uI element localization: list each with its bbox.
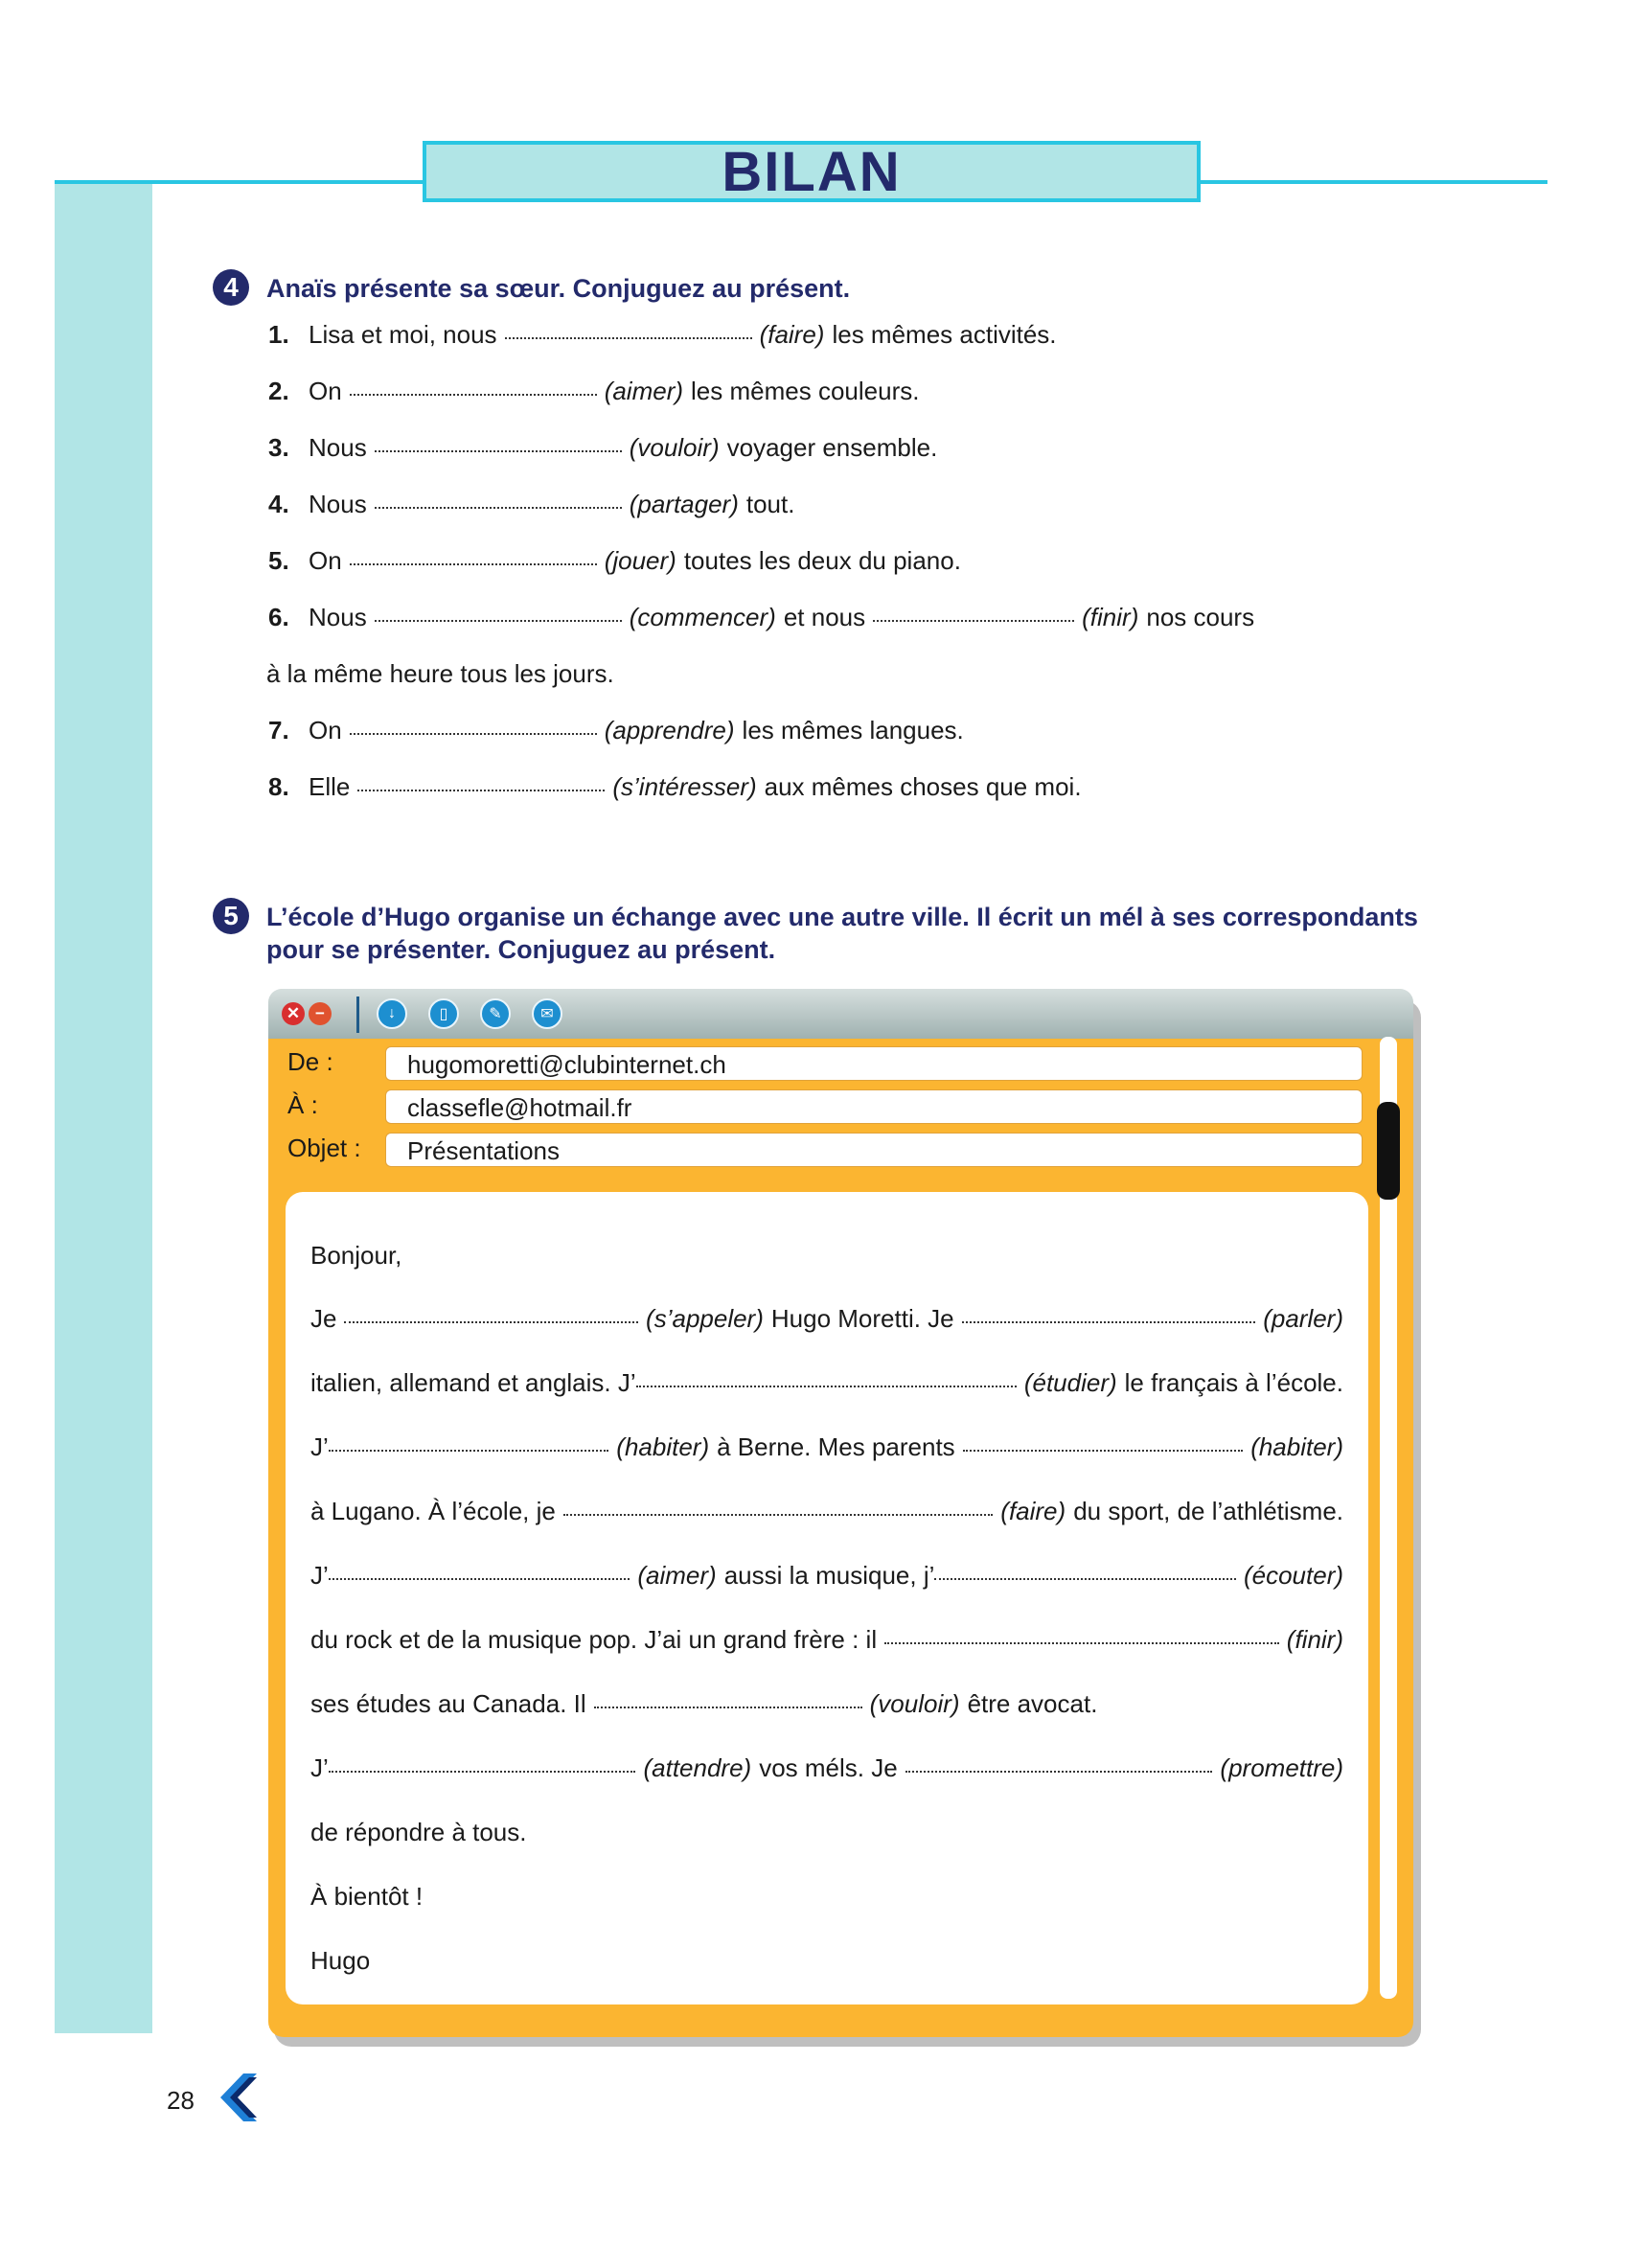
- item-text: et nous: [783, 603, 866, 631]
- exercise-4-header: [213, 272, 850, 306]
- verb-hint: (attendre): [643, 1753, 752, 1782]
- minimize-icon[interactable]: −: [309, 1002, 332, 1025]
- message-line: [310, 1561, 1343, 1591]
- answer-blank[interactable]: [375, 506, 622, 509]
- exercise-instruction: [266, 901, 1418, 966]
- answer-blank[interactable]: [357, 789, 605, 791]
- verb-hint: (faire): [759, 320, 825, 349]
- answer-blank[interactable]: [350, 393, 597, 396]
- answer-blank[interactable]: [344, 1320, 638, 1323]
- item-text: Lisa et moi, nous: [309, 320, 497, 349]
- exercise-item: [268, 603, 1254, 632]
- verb-hint: (finir): [1286, 1625, 1343, 1654]
- verb-hint: (aimer): [604, 377, 684, 405]
- attach-icon[interactable]: ✎: [480, 998, 511, 1029]
- verb-hint: (habiter): [1250, 1432, 1344, 1461]
- answer-blank[interactable]: [594, 1706, 862, 1708]
- item-text: On: [309, 377, 342, 405]
- message-text: J’: [310, 1432, 329, 1461]
- signature: Hugo: [310, 1946, 371, 1975]
- exercise-instruction: Anaïs présente sa sœur. Conjuguez au présent.: [266, 274, 851, 303]
- answer-blank[interactable]: [563, 1513, 993, 1516]
- item-text: les mêmes couleurs.: [691, 377, 920, 405]
- message-line: de répondre à tous.: [310, 1818, 527, 1846]
- verb-hint: (apprendre): [604, 716, 735, 745]
- item-text: les mêmes langues.: [742, 716, 964, 745]
- instruction-line: pour se présenter. Conjuguez au présent.: [266, 935, 776, 964]
- item-number: 3.: [268, 433, 289, 462]
- item-number: 1.: [268, 320, 289, 349]
- to-field[interactable]: classefle@hotmail.fr: [385, 1089, 1363, 1124]
- toolbar: [268, 989, 1413, 1039]
- exercise-item: [268, 433, 937, 463]
- message-text: vos méls. Je: [759, 1753, 898, 1782]
- message-text: J’: [310, 1561, 329, 1590]
- verb-hint: (vouloir): [869, 1689, 960, 1718]
- message-text: Hugo Moretti. Je: [770, 1304, 954, 1333]
- exercise-item: [268, 377, 919, 406]
- message-text: ses études au Canada. Il: [310, 1689, 586, 1718]
- answer-blank[interactable]: [873, 619, 1074, 622]
- item-number: 2.: [268, 377, 289, 405]
- item-text: tout.: [745, 490, 795, 518]
- exercise-item: [268, 546, 961, 576]
- verb-hint: (parler): [1263, 1304, 1343, 1333]
- scrollbar-thumb[interactable]: [1377, 1102, 1400, 1200]
- message-text: être avocat.: [967, 1689, 1098, 1718]
- verb-hint: (finir): [1082, 603, 1139, 631]
- message-text: italien, allemand et anglais. J’: [310, 1368, 636, 1397]
- message-line: [310, 1368, 1343, 1398]
- item-text: On: [309, 546, 342, 575]
- verb-hint: (écouter): [1243, 1561, 1344, 1590]
- item-number: 8.: [268, 772, 289, 801]
- answer-blank[interactable]: [934, 1577, 1236, 1580]
- message-text: à Lugano. À l’école, je: [310, 1497, 556, 1525]
- message-text: aussi la musique, j’: [723, 1561, 935, 1590]
- message-body[interactable]: [286, 1192, 1368, 2005]
- item-number: 6.: [268, 603, 289, 631]
- verb-hint: (jouer): [604, 546, 676, 575]
- page-number: 28: [167, 2086, 195, 2115]
- answer-blank[interactable]: [905, 1770, 1213, 1773]
- item-text: Nous: [309, 603, 367, 631]
- verb-hint: (aimer): [637, 1561, 717, 1590]
- answer-blank[interactable]: [329, 1770, 636, 1773]
- item-text: Nous: [309, 433, 367, 462]
- item-text: Elle: [309, 772, 351, 801]
- chevron-left-icon: [215, 2072, 266, 2123]
- exercise-item: [268, 490, 794, 519]
- verb-hint: (promettre): [1220, 1753, 1343, 1782]
- verb-hint: (vouloir): [629, 433, 720, 462]
- email-window: [268, 989, 1413, 2037]
- message-text: du sport, de l’athlétisme.: [1073, 1497, 1343, 1525]
- answer-blank[interactable]: [329, 1577, 630, 1580]
- verb-hint: (s’intéresser): [612, 772, 757, 801]
- item-number: 5.: [268, 546, 289, 575]
- instruction-line: L’école d’Hugo organise un échange avec une autre ville. Il écrit un mél à ses correspondants: [266, 903, 1418, 931]
- answer-blank[interactable]: [375, 619, 622, 622]
- message-line: [310, 1625, 1343, 1655]
- item-text: les mêmes activités.: [832, 320, 1057, 349]
- answer-blank[interactable]: [962, 1320, 1256, 1323]
- close-icon[interactable]: ✕: [282, 1002, 305, 1025]
- exercise-number-badge: 5: [213, 898, 249, 934]
- item-text: aux mêmes choses que moi.: [764, 772, 1082, 801]
- exercise-number-badge: 4: [213, 269, 249, 306]
- item-text: à la même heure tous les jours.: [266, 659, 614, 688]
- toolbar-divider: [356, 997, 359, 1033]
- message-text: du rock et de la musique pop. J’ai un grand frère : il: [310, 1625, 878, 1654]
- exercise-item: [268, 716, 964, 745]
- item-text: voyager ensemble.: [726, 433, 938, 462]
- verb-hint: (partager): [629, 490, 739, 518]
- exercise-item: [268, 772, 1082, 802]
- to-label: À :: [287, 1090, 318, 1119]
- page-title: BILAN: [722, 140, 902, 203]
- download-icon[interactable]: ↓: [377, 998, 407, 1029]
- item-text: toutes les deux du piano.: [683, 546, 961, 575]
- answer-blank[interactable]: [505, 336, 752, 339]
- answer-blank[interactable]: [350, 732, 597, 735]
- page-title-box: [423, 141, 1201, 202]
- subject-label: Objet :: [287, 1134, 361, 1162]
- document-icon[interactable]: ▯: [428, 998, 459, 1029]
- message-line: [310, 1432, 1343, 1462]
- from-field[interactable]: hugomoretti@clubinternet.ch: [385, 1046, 1363, 1081]
- message-line: [310, 1497, 1343, 1526]
- message-text: à Berne. Mes parents: [717, 1432, 955, 1461]
- item-number: 7.: [268, 716, 289, 745]
- message-line: [310, 1689, 1097, 1719]
- message-text: J’: [310, 1753, 329, 1782]
- from-label: De :: [287, 1047, 333, 1076]
- message-line: [310, 1753, 1343, 1783]
- envelope-icon[interactable]: ✉: [532, 998, 562, 1029]
- answer-blank[interactable]: [963, 1449, 1244, 1452]
- answer-blank[interactable]: [350, 562, 597, 565]
- exercise-item-continuation: [266, 659, 614, 689]
- message-text: le français à l’école.: [1124, 1368, 1343, 1397]
- exercise-5-header: [213, 901, 1418, 966]
- item-text: On: [309, 716, 342, 745]
- verb-hint: (faire): [1000, 1497, 1066, 1525]
- closing: À bientôt !: [310, 1882, 424, 1911]
- verb-hint: (habiter): [616, 1432, 710, 1461]
- answer-blank[interactable]: [884, 1641, 1279, 1644]
- exercise-item: [268, 320, 1057, 350]
- verb-hint: (étudier): [1023, 1368, 1117, 1397]
- subject-field[interactable]: Présentations: [385, 1133, 1363, 1167]
- item-text: Nous: [309, 490, 367, 518]
- message-line: [310, 1304, 1343, 1334]
- verb-hint: (s’appeler): [646, 1304, 764, 1333]
- message-text: Je: [310, 1304, 337, 1333]
- greeting: Bonjour,: [310, 1241, 402, 1270]
- answer-blank[interactable]: [329, 1449, 609, 1452]
- item-number: 4.: [268, 490, 289, 518]
- answer-blank[interactable]: [636, 1385, 1017, 1387]
- answer-blank[interactable]: [375, 449, 622, 452]
- item-text: nos cours: [1146, 603, 1255, 631]
- side-band: [55, 184, 152, 2033]
- verb-hint: (commencer): [629, 603, 776, 631]
